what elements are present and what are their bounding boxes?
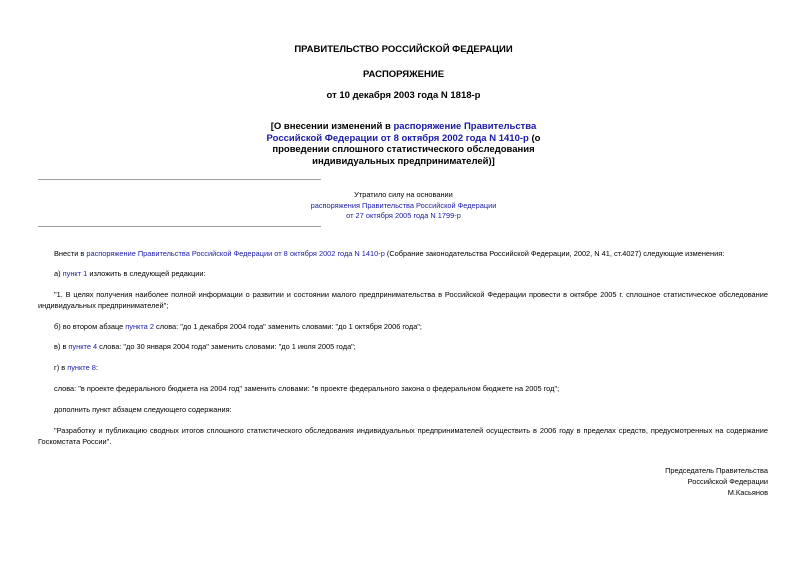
- paragraph-intro: [38, 249, 768, 260]
- date-number-heading: от 10 декабря 2003 года N 1818-р: [326, 90, 481, 101]
- revocation-link-date[interactable]: от 27 октября 2005 года N 1799-р: [346, 211, 461, 220]
- paragraph-g: [38, 363, 768, 374]
- paragraph-text: слова: "до 1 декабря 2004 года" заменить словами: "до 1 октября 2006 года";: [153, 322, 422, 331]
- signature-block: [568, 466, 768, 498]
- link-point-4[interactable]: пункте 4: [68, 342, 98, 351]
- title-link-decree[interactable]: распоряжение Правительства: [393, 121, 537, 132]
- paragraph-text: в) в: [54, 342, 69, 351]
- link-point-1[interactable]: пункт 1: [62, 269, 88, 278]
- paragraph-text: б) во втором абзаце: [54, 322, 126, 331]
- paragraph-quote-2: "Разработку и публикацию сводных итогов сплошного статистического обследования индивидуальных предпринимателей осуществить в 2006 году в пределах средств, предусмотренных на содержание Госкомстата России".: [38, 426, 768, 446]
- paragraph-text: :: [95, 363, 98, 372]
- revocation-line: Утратило силу на основании: [354, 190, 453, 199]
- paragraph-quote-1: "1. В целях получения наиболее полной информации о развитии и состоянии малого предпринимательства в Российской Федерации провести в октябре 2005 г. сплошное статистическое обследование индивидуальных предпринимателей";: [38, 290, 768, 310]
- title-text: [О внесении изменений в: [270, 121, 394, 132]
- title-line-1: [0, 121, 807, 133]
- title-link-decree-cont[interactable]: Российской Федерации от 8 октября 2002 года N 1410-р: [266, 132, 529, 144]
- paragraph-supplement: дополнить пункт абзацем следующего содержания:: [54, 405, 232, 414]
- title-text: (о: [528, 132, 541, 144]
- title-line-2: [0, 133, 807, 145]
- paragraph-v: [38, 342, 768, 353]
- paragraph-text: (Собрание законодательства Российской Федерации, 2002, N 41, ст.4027) следующие изменения:: [384, 249, 725, 258]
- org-heading: ПРАВИТЕЛЬСТВО РОССИЙСКОЙ ФЕДЕРАЦИИ: [294, 44, 513, 55]
- paragraph-b: [38, 322, 768, 333]
- signature-name: М.Касьянов: [727, 487, 768, 497]
- paragraph-text: слова: "до 30 января 2004 года" заменить словами: "до 1 июля 2005 года";: [97, 342, 356, 351]
- divider-top: [38, 179, 321, 180]
- title-line-3: проведении сплошного статистического обследования: [272, 144, 535, 155]
- signature-country: Российской Федерации: [687, 476, 768, 486]
- paragraph-text: изложить в следующей редакции:: [87, 269, 206, 278]
- signature-position: Председатель Правительства: [665, 466, 768, 475]
- revocation-note: [0, 190, 807, 222]
- paragraph-a: [38, 269, 768, 280]
- paragraph-text: г) в: [54, 363, 68, 372]
- link-point-8[interactable]: пункте 8: [67, 363, 96, 372]
- paragraph-words: слова: "в проекте федерального бюджета на 2004 год" заменить словами: "в проекте федерального закона о федеральном бюджете на 2005 год";: [54, 384, 560, 393]
- title-line-4: индивидуальных предпринимателей)]: [312, 155, 495, 167]
- document-title: [0, 121, 807, 167]
- doc-type-heading: РАСПОРЯЖЕНИЕ: [362, 69, 445, 80]
- paragraph-text: а): [54, 269, 63, 278]
- divider-bottom: [38, 226, 321, 227]
- revocation-link[interactable]: распоряжения Правительства Российской Федерации: [310, 200, 497, 210]
- paragraph-text: Внести в: [54, 249, 87, 258]
- link-decree-1410[interactable]: распоряжение Правительства Российской Федерации от 8 октября 2002 года N 1410-р: [86, 249, 385, 258]
- link-point-2[interactable]: пункта 2: [125, 322, 154, 331]
